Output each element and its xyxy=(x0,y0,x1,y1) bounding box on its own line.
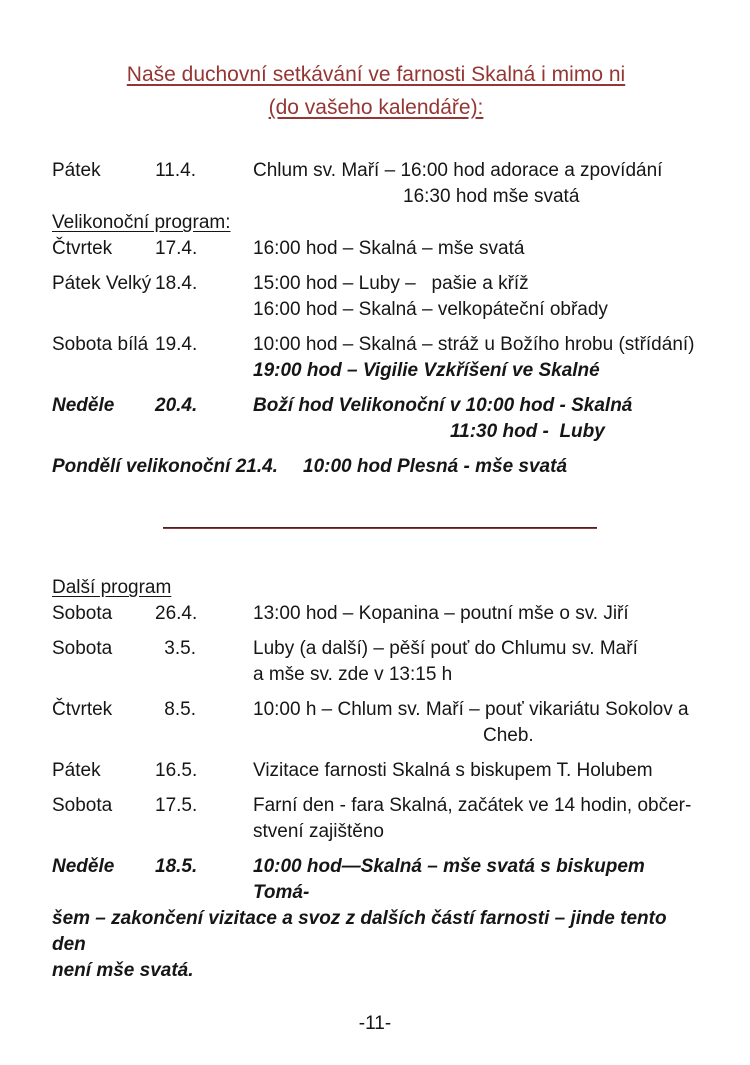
row-day: Sobota xyxy=(52,795,113,816)
description-line: 10:00 hod—Skalná – mše svatá s biskupem Tomá- xyxy=(253,856,651,903)
description-line: 16:30 hod mše svatá xyxy=(403,186,580,207)
row-day: Pátek xyxy=(52,160,101,181)
row-description xyxy=(196,793,700,845)
description-line: a mše sv. zde v 13:15 h xyxy=(253,664,453,685)
title-line-2: (do vašeho kalendáře): xyxy=(268,96,484,119)
title-line-1: Naše duchovní setkávání ve farnosti Skalná i mimo ni xyxy=(126,63,626,86)
row-date: 8.5. xyxy=(164,699,196,720)
row-day: Sobota xyxy=(52,638,113,659)
description-line: Boží hod Velikonoční v 10:00 hod - Skalná xyxy=(253,395,633,416)
closing-line: šem – zakončení vizitace a svoz z dalších částí farnosti – jinde tento den xyxy=(52,908,672,955)
schedule-row xyxy=(52,793,700,845)
row-description xyxy=(196,236,700,262)
more-program-header xyxy=(52,575,700,601)
row-day: Čtvrtek xyxy=(52,238,113,259)
row-description xyxy=(196,158,700,210)
row-day: Neděle xyxy=(52,395,115,416)
row-date: 3.5. xyxy=(164,638,196,659)
row-description xyxy=(196,332,700,384)
description-line: stvení zajištěno xyxy=(253,821,384,842)
schedule-row xyxy=(52,393,700,445)
schedule-row xyxy=(52,158,700,210)
row-date: 18.4. xyxy=(155,273,198,294)
row-day: Sobota xyxy=(52,603,113,624)
description-line: 16:00 hod – Skalná – velkopáteční obřady xyxy=(253,299,608,320)
row-date: 17.4. xyxy=(155,238,198,259)
row-date: 26.4. xyxy=(155,603,198,624)
row-date: 11.4. xyxy=(155,160,196,181)
description-line: 13:00 hod – Kopanina – poutní mše o sv. Jiří xyxy=(253,603,629,624)
row-description xyxy=(196,697,700,749)
row-description xyxy=(196,393,700,445)
schedule-row xyxy=(52,271,700,323)
page-number xyxy=(0,1013,750,1035)
row-day: Sobota bílá xyxy=(52,334,149,355)
row-description xyxy=(196,271,700,323)
description-line: 11:30 hod - Luby xyxy=(450,421,605,442)
more-program-header-text: Další program xyxy=(52,577,172,598)
schedule-row xyxy=(52,601,700,627)
description-line: 19:00 hod – Vigilie Vzkříšení ve Skalné xyxy=(253,360,600,381)
description-line: 10:00 hod – Skalná – stráž u Božího hrobu (střídání) xyxy=(253,334,695,355)
schedule-row xyxy=(52,332,700,384)
easter-program-header xyxy=(52,210,700,236)
row-day: Pátek xyxy=(52,760,101,781)
schedule-row xyxy=(52,236,700,262)
row-day: Pátek Velký xyxy=(52,273,152,294)
row-description xyxy=(196,854,700,906)
closing-line: není mše svatá. xyxy=(52,960,194,981)
row-description xyxy=(196,601,700,627)
schedule-row xyxy=(52,454,700,480)
description-line: 10:00 h – Chlum sv. Maří – pouť vikariátu Sokolov a xyxy=(253,699,689,720)
row-day: Čtvrtek xyxy=(52,699,113,720)
row-date: 20.4. xyxy=(155,395,198,416)
description-line: Farní den - fara Skalná, začátek ve 14 hodin, občer- xyxy=(253,795,692,816)
description-line: Cheb. xyxy=(483,725,534,746)
schedule-section-1 xyxy=(52,158,700,480)
row-description xyxy=(196,758,700,784)
page-number-text: -11- xyxy=(358,1013,392,1034)
row-day: Neděle xyxy=(52,856,115,877)
easter-program-header-text: Velikonoční program: xyxy=(52,212,231,233)
row-date: 17.5. xyxy=(155,795,198,816)
schedule-row xyxy=(52,854,700,906)
row-description xyxy=(196,636,700,688)
schedule-row xyxy=(52,697,700,749)
horizontal-separator xyxy=(163,527,597,529)
row-date: 19.4. xyxy=(155,334,198,355)
description-line: Luby (a další) – pěší pouť do Chlumu sv. Maří xyxy=(253,638,638,659)
page-title xyxy=(52,58,700,124)
schedule-row xyxy=(52,636,700,688)
row-description: 10:00 hod Plesná - mše svatá xyxy=(303,456,568,477)
schedule-section-2 xyxy=(52,601,700,845)
schedule-row xyxy=(52,758,700,784)
closing-paragraph xyxy=(52,854,700,984)
description-line: Vizitace farnosti Skalná s biskupem T. Holubem xyxy=(253,760,653,781)
row-date: 18.5. xyxy=(155,856,198,877)
row-date: 16.5. xyxy=(155,760,198,781)
description-line: 16:00 hod – Skalná – mše svatá xyxy=(253,238,525,259)
description-line: Chlum sv. Maří – 16:00 hod adorace a zpovídání xyxy=(253,160,663,181)
page-content xyxy=(0,58,750,984)
row-day-date: Pondělí velikonoční 21.4. xyxy=(52,456,278,477)
description-line: 15:00 hod – Luby – pašie a kříž xyxy=(253,273,529,294)
